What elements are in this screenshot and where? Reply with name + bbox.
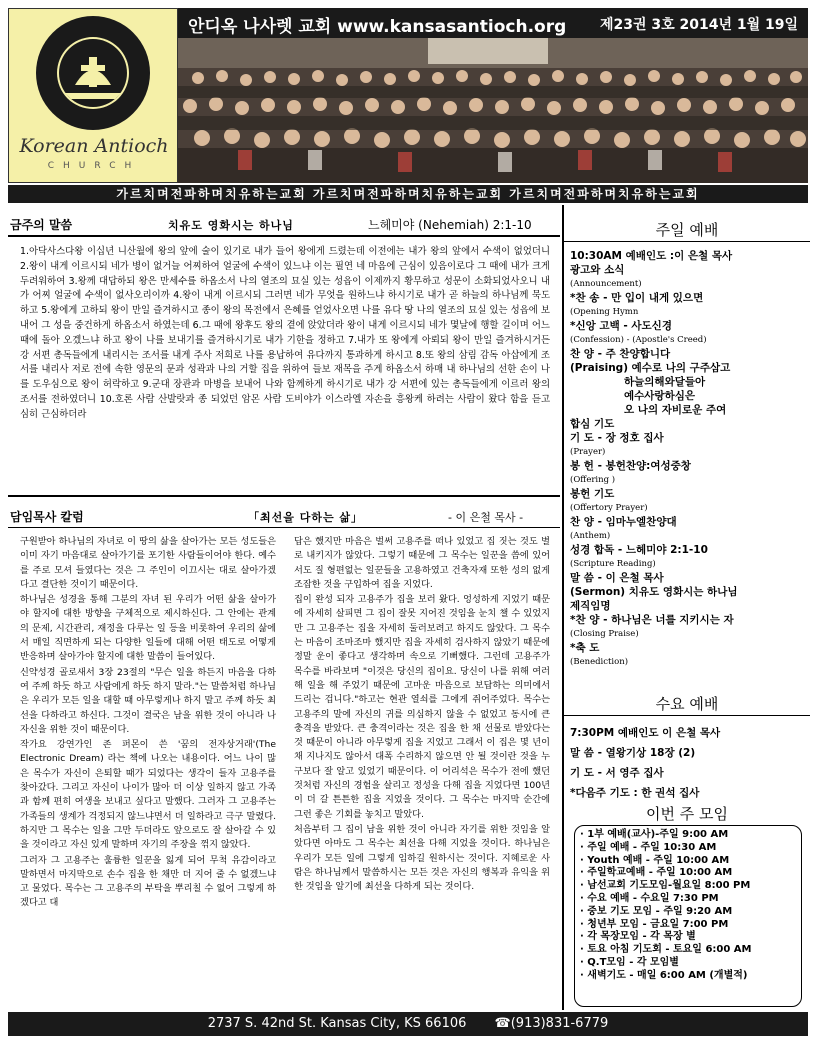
service-item-label: (Sermon) 치유도 영화시는 하나님: [570, 586, 738, 598]
meetings-list: [580, 829, 800, 983]
header: [8, 8, 808, 183]
meeting-item: · 주일 예배 - 주일 10:30 AM: [580, 842, 800, 855]
logo-subtitle: CHURCH: [47, 161, 141, 171]
service-item: [570, 403, 806, 417]
service-item: [570, 515, 806, 543]
title-underline: [564, 715, 810, 716]
scripture-header: [8, 213, 560, 235]
service-item-label: *신앙 고백 - 사도신경: [570, 320, 672, 332]
column-right-text: [294, 535, 550, 895]
service-item: [570, 319, 806, 347]
service-item-label: 기 도 - 장 정호 집사: [570, 432, 664, 444]
column-left-text: [20, 535, 276, 912]
church-phone: ☎(913)831-6779: [494, 1016, 609, 1031]
wednesday-item: *다음주 기도 : 한 권석 집사: [570, 787, 700, 799]
motto-banner: 가르치며전파하며치유하는교회 가르치며전파하며치유하는교회 가르치며전파하며치유하는교회: [8, 185, 808, 203]
service-item: [570, 599, 806, 613]
service-item-label: 예수사랑하심은: [624, 390, 696, 402]
meeting-item: · 주일학교예배 - 주일 10:00 AM: [580, 867, 800, 880]
service-item-english: (Opening Hymn: [570, 307, 639, 317]
service-item-label: 봉 헌 - 봉헌찬양:여성중창: [570, 460, 691, 472]
service-item: [570, 487, 806, 515]
service-item-english: (Scripture Reading): [570, 559, 656, 569]
wednesday-service-order: [570, 723, 806, 803]
column-paragraph: 신약성경 골로새서 3장 23절의 "무슨 일을 하든지 마음을 다하여 주께 하듯 하고 사람에게 하듯 하지 말라."는 말씀처럼 하나님은 우리가 모든 일을 대할 때 아무렇게나 하지 말고 주께 하듯 최선을 다하라고 하신다. 그것이 결국은 남을 위한 것이 아니라 나 자신을 위한 것이 때문이다.: [20, 666, 276, 735]
scripture-text: 1.아닥사스다왕 이십년 니산월에 왕의 앞에 술이 있기로 내가 들어 왕에게 드렸는데 이전에는 내가 왕의 앞에서 수색이 없었더니 2.왕이 내게 이르시되 네가 병이 없거늘 어찌하여 얼굴에 수색이 있느냐 이는 필연 네 마음에 근심이 있음이로다 그 때에 내가 크게 두려워하여 3.왕께 대답하되 왕은 만세수를 하옵소서 나의 열조의 묘실 있는 성읍이 이제까지 황무하고 성문이 소화되었사오니 내가 어찌 얼굴에 수색이 없사오리이까 4.왕이 내게 이르시되 그러면 네가 무엇을 원하느냐 하시기로 내가 곧 하늘의 하나님께 묵도하고 5.왕에게 고하되 왕이 만일 즐겨하시고 종이 왕의 목전에서 은혜를 얻었사오면 나를 유다 땅 나의 열조의 묘실 있는 성읍에 보내어 그 성을 중건하게 하옵소서 하였는데 6.그 때에 왕후도 왕의 곁에 앉았더라 왕이 내게 이르시되 네가 몇날에 행할 길이며 어느 때에 돌아 오겠느냐 하고 왕이 나를 보내기를 즐겨하시기로 내가 기한을 정하고 7.내가 또 왕에게 아뢰되 왕이 만일 즐겨하시거든 강 서편 총독들에게 내리시는 조서를 내게 주사 저희로 나를 용납하여 유다까지 통과하게 하시고 8.또 왕의 삼림 감독 아삽에게 조서를 내리사 저로 전에 속한 영문의 문과 성곽과 나의 거할 집을 위하여 들보 재목을 주게 하옵소서 하매 내 하나님의 선한 손이 나를 도우심으로 왕이 허락하고 9.군대 장관과 마병을 보내어 나와 함께하게 하시기로 내가 강 서편에 있는 총독들에게 이르러 왕의 조서를 전하였더니 10.호론 사람 산발랏과 종 되었던 암몬 사람 도비야가 이스라엘 자손을 흥왕케 하려는 사람이 왔다 함을 듣고 심히 근심하더라: [20, 246, 550, 420]
title-bar: [178, 8, 808, 38]
meeting-item: · 1부 예배(교사)-주일 9:00 AM: [580, 829, 800, 842]
column-paragraph: 답은 했지만 마음은 벌써 고용주를 떠나 있었고 집 짓는 것도 별로 내키지가 않았다. 그렇기 때문에 그 목수는 일꾼을 씀에 있어서도 질 형편없는 일꾼들을 고용하였고 건축자재 또한 성의 없게 조잡한 것을 구입하여 집을 지었다.: [294, 536, 550, 590]
column-body: [20, 535, 550, 1005]
service-item-label: 찬 양 - 주 찬양합니다: [570, 348, 671, 360]
scripture-subtitle: 치유도 영화시는 하나님: [168, 219, 294, 232]
meeting-item: · 각 목장모임 - 각 목장 별: [580, 931, 800, 944]
service-item: [570, 543, 806, 571]
column-paragraph: 처음부터 그 집이 남을 위한 것이 아니라 자기를 위한 것임을 알았다면 아마도 그 목수는 최선을 다해 지었을 것이다. 하나님은 우리가 모든 일에 그렇게 임하길 원하시는 것이다. 지혜로운 사람은 하나님께서 말씀하시는 모든 것은 자신의 행복과 유익을 위한 것임을 알기에 최선을 다하게 되는 것이다.: [294, 823, 550, 893]
column-paragraph: 그러자 그 고용주는 훌륭한 일꾼을 잃게 되어 무척 유감이라고 말하면서 마지막으로 손수 집을 한 채만 더 지어 줄 수 없겠느냐고 물었다. 목수는 그 고용주의 부탁을 뿌리칠 수 없어 그렇게 하겠다고 대: [20, 854, 276, 909]
congregation-photo-image: [178, 38, 808, 183]
column-paragraph: 집이 완성 되자 고용주가 집을 보러 왔다. 엉성하게 지었기 때문에 자세히 살피면 그 집이 잘못 지어진 것임을 눈치 챌 수 있었지만 그 고용주는 집을 자세히 둘러보려고 하지도 않았다. 그 목수는 마음이 조마조마 했지만 집을 자세히 검사하지 않았기 때문에 정말 운이 좋다고 생각하며 속으로 기뻐했다. 그런데 고용주가 목수를 바라보며 "이것은 당신의 집이요. 당신이 나를 위해 여러 해 일을 해 주었기 때문에 고마운 마음으로 보답하는 의미에서 드리는 겁니다."하고는 현관 열쇠를 그에게 쥐어주었다. 목수는 고용주의 말에 자신의 귀를 의심하지 않을 수 없었고 동시에 큰 충격을 받았다. 큰 충격이라는 것은 집을 한 채 선물로 받았다는 것 때문이 아니라 아무렇게 집을 지었고 그래서 이 집은 몇 년이 채 지나지도 않아서 대폭 수리하지 않으면 안 될 것이란 것을 누구보다 잘 알고 있었기 때문이다. 이 어리석은 목수가 전에 했던 것처럼 자신의 경험을 살리고 정성을 다해 집을 지었다면 100년이 더 갈 튼튼한 집을 지었을 것이다. 그 목수는 마지막 순간에 그런 좋은 기회를 놓치고 말았다.: [294, 594, 550, 820]
meeting-item: · 수요 예배 - 수요일 7:30 PM: [580, 893, 800, 906]
service-item-english: (Benediction): [570, 657, 629, 667]
service-item: [570, 585, 806, 599]
issue-date: 제23권 3호 2014년 1월 19일: [599, 17, 798, 33]
service-item: [570, 571, 806, 585]
column-paragraph: 작가요 강연가인 존 퍼몬이 쓴 '꿈의 전자상거래'(The Electronic Dream) 라는 책에 나오는 내용이다. 어느 나이 많은 목수가 자신이 은퇴할 때가 되었다는 생각이 들자 고용주를 찾아갔다. 그리고 자신이 나이가 많아 더 이상 일하지 않고 가족과 함께 편히 여생을 보내고 싶다고 말했다. 그러자 그 고용주는 가족들의 생계가 걱정되지 않느냐면서 더 일하라고 극구 말렸다. 하지만 그 목수는 일을 그만 두더라도 앞으로도 잘 살아갈 수 있을 것이라고 자신 있게 말하며 자기의 주장을 꺾지 않았다.: [20, 739, 276, 851]
title-underline: [564, 241, 810, 242]
service-item: [570, 263, 806, 291]
service-item: [570, 291, 806, 319]
service-item-label: 봉헌 기도: [570, 488, 615, 500]
nazarene-seal-icon: [35, 15, 151, 131]
meeting-item: · 새벽기도 - 매일 6:00 AM (개별적): [580, 970, 800, 983]
service-item-english: (Offering ): [570, 475, 616, 485]
section-divider: [8, 235, 560, 237]
service-item-label: 10:30AM 예배인도 :이 은철 목사: [570, 250, 733, 262]
church-address: 2737 S. 42nd St. Kansas City, KS 66106: [207, 1016, 467, 1031]
sunday-service-order: [570, 249, 806, 669]
service-item: [570, 375, 806, 389]
service-item-label: 광고와 소식: [570, 264, 625, 276]
meetings-title: 이번 주 모임: [646, 805, 728, 823]
meeting-item: · 청년부 모임 - 금요일 7:00 PM: [580, 919, 800, 932]
wednesday-item: 7:30PM 예배인도 이 은철 목사: [570, 727, 721, 739]
section-divider: [8, 527, 560, 528]
meeting-item: · 남선교회 기도모임-월요일 8:00 PM: [580, 880, 800, 893]
service-item-english: (Offertory Prayer): [570, 503, 648, 513]
church-name: 안디옥 나사렛 교회 www.kansasantioch.org: [188, 17, 567, 37]
congregation-photo: [178, 38, 808, 183]
column-tag: 담임목사 칼럼: [10, 510, 84, 524]
service-item-label: 오 나의 자비로운 주여: [624, 404, 727, 416]
service-item: [570, 249, 806, 263]
service-item: [570, 361, 806, 375]
bulletin-page: [8, 8, 808, 1048]
service-item-label: *찬 송 - 만 입이 내게 있으면: [570, 292, 704, 304]
service-item-english: (Anthem): [570, 531, 611, 541]
service-item-label: 말 씀 - 이 은철 목사: [570, 572, 664, 584]
service-item-label: 찬 양 - 임마누엘찬양대: [570, 516, 677, 528]
main-column: [8, 205, 560, 1010]
wednesday-service-title: 수요 예배: [655, 695, 719, 713]
meeting-item: · 중보 기도 모임 - 주일 9:20 AM: [580, 906, 800, 919]
sidebar: [562, 205, 810, 1010]
service-item: [570, 389, 806, 403]
column-paragraph: 구원받아 하나님의 자녀로 이 땅의 삶을 살아가는 모든 성도들은 이미 자기 마음대로 살아가기를 포기한 사람들이어야 한다. 예수를 주로 모셔 들였다는 것은 그 주인이 이끄시는 대로 살아가겠다고 결단한 것이기 때문이다.: [20, 536, 276, 590]
sunday-service-title: 주일 예배: [655, 221, 719, 239]
service-item: [570, 431, 806, 459]
service-item-label: 성경 합독 - 느헤미야 2:1-10: [570, 544, 708, 556]
service-item-label: 하늘의해와달들아: [624, 376, 706, 388]
service-item-label: 합심 기도: [570, 418, 615, 430]
meeting-item: · Youth 예배 - 주일 10:00 AM: [580, 855, 800, 868]
scripture-tag: 금주의 말씀: [10, 218, 73, 232]
service-item-english: (Closing Praise): [570, 629, 639, 639]
logo-name: Korean Antioch: [19, 135, 169, 157]
service-item-label: *찬 양 - 하나님은 너를 지키시는 자: [570, 614, 734, 626]
service-item: [570, 459, 806, 487]
meeting-item: · 토요 아침 기도회 - 토요일 6:00 AM: [580, 944, 800, 957]
service-item: [570, 417, 806, 431]
church-logo: [8, 8, 178, 183]
service-item-label: 제직임명: [570, 600, 611, 612]
service-item: [570, 613, 806, 641]
column-header: [8, 505, 560, 527]
column-paragraph: 하나님은 성경을 통해 그분의 자녀 된 우리가 어떤 삶을 살아가야 할지에 대한 방향을 구체적으로 제시하신다. 그 안에는 관계의 문제, 시간관리, 재정을 다루는 일 등을 비롯하여 우리의 삶에서 매일 직면하게 되는 다양한 일들에 대해 어떤 태도로 어떻게 반응하며 살아가야 할지에 대한 말씀이 들어있다.: [20, 594, 276, 663]
service-item: [570, 347, 806, 361]
service-item-english: (Prayer): [570, 447, 606, 457]
wednesday-item: 기 도 - 서 영주 집사: [570, 767, 664, 779]
section-divider: [8, 495, 560, 497]
scripture-reference: 느헤미야 (Nehemiah) 2:1-10: [368, 218, 532, 232]
column-author: - 이 은철 목사 -: [448, 511, 524, 524]
wednesday-item: 말 씀 - 열왕기상 18장 (2): [570, 747, 696, 759]
meeting-item: · Q.T모임 - 각 모임별: [580, 957, 800, 970]
service-item-english: (Confession) - (Apostle's Creed): [570, 335, 707, 345]
footer-bar: [8, 1012, 808, 1036]
column-subtitle: 「최선을 다하는 삶」: [248, 511, 364, 524]
service-item-english: (Announcement): [570, 279, 642, 289]
service-item-label: *축 도: [570, 642, 600, 654]
service-item: [570, 641, 806, 669]
service-item-label: (Praising) 예수로 나의 구주삼고: [570, 362, 731, 374]
